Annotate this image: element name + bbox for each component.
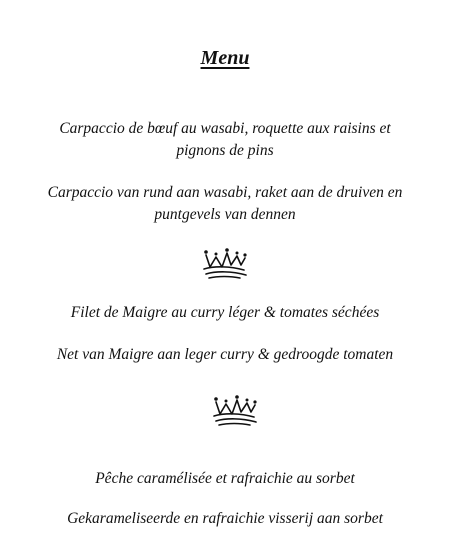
crown-icon (200, 245, 250, 281)
course1-dutch-line1: Carpaccio van rund aan wasabi, raket aan de druiven en (47, 184, 403, 201)
course1-dutch-line2: puntgevels van dennen (154, 206, 296, 223)
course3-dutch: Gekarameliseerde en rafraichie visserij aan sorbet (67, 510, 383, 527)
crown-icon (210, 392, 260, 428)
course2-french: Filet de Maigre au curry léger & tomates séchées (70, 304, 380, 321)
course1-french-line1: Carpaccio de bœuf au wasabi, roquette aux raisins et (59, 120, 391, 137)
course1-french-line2: pignons de pins (176, 142, 274, 159)
menu-title: Menu (200, 47, 250, 69)
course3-french: Pêche caramélisée et rafraichie au sorbet (95, 470, 355, 487)
course2-dutch: Net van Maigre aan leger curry & gedroogde tomaten (56, 346, 394, 363)
